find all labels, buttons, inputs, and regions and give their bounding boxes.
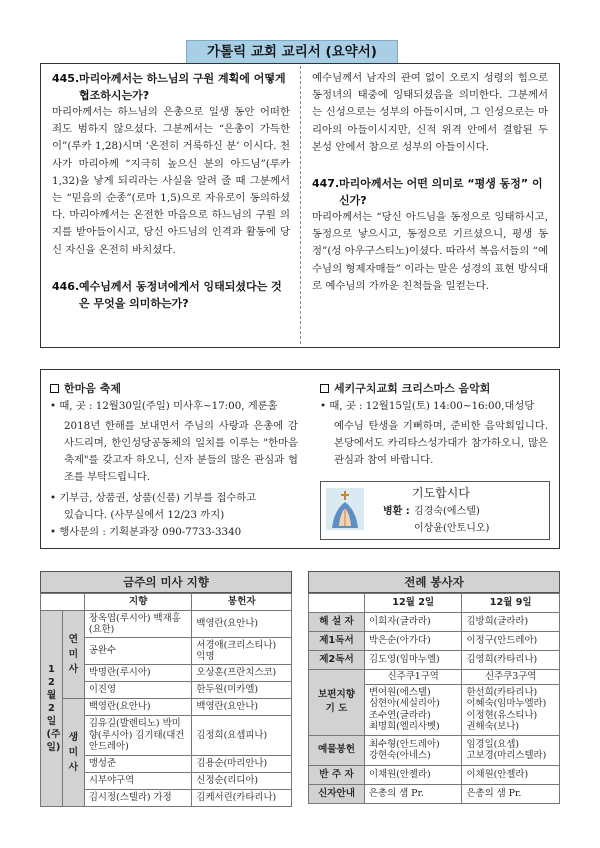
mass-intention-table — [40, 571, 292, 807]
offerer-cell: 한두원(미카엘) — [192, 682, 292, 699]
district-head-2: 신주쿠3구역 — [462, 670, 560, 685]
answer-445: 마리아께서는 하느님의 은총으로 일생 동안 어떠한 죄도 범하지 않으셨다. 그분께서는 “은총이 가득한 이”(루카 1,28)시며 ‘온전히 거룩하신 분’ 이시다. 천사가 마리아께 “지극히 높으신 분의 아드님”(루카 1,32)을 낳게 되리라는 사실을 알려 줄 때 그분께서는 “믿음의 순종”(로마 1,5)으로 자유로이 동의하셨다. 마리아께서는 온전한 마음으로 하느님의 구원 의지를 받아들이시고, 당신 아드님의 인격과 활동에 당신 자신을 온전히 바치셨다. — [52, 106, 290, 256]
intent-cell: 장옥엽(루시아) 백재홍(요한) — [84, 611, 192, 638]
checkbox-square-icon — [50, 384, 59, 393]
intent-cell: 시부야구역 — [84, 773, 192, 790]
group-label-living: 생미사 — [62, 699, 84, 807]
catechism-right-column — [312, 70, 548, 295]
catechism-title: 가톨릭 교회 교리서 (요약서) — [186, 40, 398, 64]
concert-body: 예수님 탄생을 기뻐하며, 준비한 음악회입니다. 본당에서도 카리타스성가대가 참가하오니, 많은 관심과 참여 바랍니다. — [334, 420, 548, 466]
intent-cell: 맹성준 — [84, 756, 192, 773]
concert-when: • 때, 곳 : 12월15일(토) 14:00~16:00,대성당 — [320, 400, 535, 412]
prayer-name-1: 김경숙(에스텔) — [414, 506, 480, 517]
question-445: 445.마리아께서는 하느님의 구원 계획에 어떻게 협조하시는가? — [52, 72, 286, 102]
notice-festival — [50, 380, 302, 541]
festival-inquiry: • 행사문의 : 기획분과장 090-7733-3340 — [50, 526, 242, 538]
intent-cell: 박명란(루시아) — [84, 665, 192, 682]
festival-title: 한마음 축제 — [50, 380, 302, 397]
server-cell: 한선희(카타리나) 이혜숙(임마누엘라) 이정현(유스티나) 권해숙(보나) — [462, 684, 560, 735]
server-cell: 은총의 샘 Pr. — [364, 784, 462, 803]
liturgy-servers-table — [308, 571, 560, 804]
server-cell: 변여원(에스텔) 심현아(세실리아) 조수연(글라라) 최명희(엘리사벳) — [364, 684, 462, 735]
festival-when: • 때, 곳 : 12월30일(주일) 미사후~17:00, 게룬홀 — [50, 400, 278, 412]
answer-446: 예수님께서 남자의 관여 없이 오로지 성령의 힘으로 동정녀의 태중에 잉태되셨음을 의미한다. 그분께서는 신성으로는 성부의 아들이시며, 그 인성으로는 마리아의 아들이시지만, 신적 위격 안에서 결합된 두 본성 안에서 참으로 성부의 아들이시다. — [312, 72, 548, 153]
offerer-cell: 백영란(요안나) — [192, 699, 292, 716]
role-offertory-gifts: 예물봉헌 — [309, 735, 365, 765]
intent-cell: 공완수 — [84, 638, 192, 665]
offerer-cell: 김케서린(카타리나) — [192, 790, 292, 807]
offerer-cell: 신정순(리디아) — [192, 773, 292, 790]
server-cell: 이희자(글라라) — [364, 613, 462, 632]
catechism-left-column — [52, 70, 290, 312]
role-second-reading: 제2독서 — [309, 651, 365, 670]
offerer-cell: 오상훈(프란치스코) — [192, 665, 292, 682]
offerer-cell: 백영란(요안나) — [192, 611, 292, 638]
col-header-date-1: 12월 2일 — [364, 594, 462, 613]
festival-donation: • 기부금, 상품권, 상품(신품) 기부를 접수하고 — [50, 492, 257, 504]
corner-cell — [41, 594, 85, 611]
intent-cell: 김시정(스텔라) 가정 — [84, 790, 192, 807]
server-cell: 김영희(카타리나) — [462, 651, 560, 670]
group-label-requiem: 연미사 — [62, 611, 84, 699]
question-447: 447.마리아께서는 어떤 의미로 “평생 동정” 이신가? — [312, 177, 543, 208]
concert-title: 세키구치교회 크리스마스 음악회 — [320, 380, 552, 397]
checkbox-square-icon — [320, 384, 329, 393]
role-accompanist: 반 주 자 — [309, 765, 365, 784]
prayer-name-2: 이상윤(안토니오) — [414, 523, 490, 534]
server-cell: 김방희(글라라) — [462, 613, 560, 632]
role-intercessions: 보편지향 기 도 — [309, 670, 365, 736]
praying-hands-icon — [326, 488, 364, 530]
server-cell: 최수형(안드레아) 강현숙(아네스) — [364, 735, 462, 765]
prayer-label-illness: 병환 : — [383, 506, 410, 517]
offerer-cell: 김용순(마리안나) — [192, 756, 292, 773]
role-first-reading: 제1독서 — [309, 632, 365, 651]
server-cell: 은총의 샘 Pr. — [462, 784, 560, 803]
intent-cell: 백영란(요안나) — [84, 699, 192, 716]
server-cell: 임경일(요셉) 고보경(마리스텔라) — [462, 735, 560, 765]
intent-cell: 김유길(발렌티노) 박미향(루시아) 김기태(대건안드레아) — [84, 716, 192, 756]
answer-447: 마리아께서는 “당신 아드님을 동정으로 잉태하시고, 동정으로 낳으시고, 동정으로 기르셨으니, 평생 동정”(성 아우구스티노)이셨다. 따라서 복음서들의 “예수님의 형제자매들” 이라는 말은 성경의 표현 방식대로 예수님의 가까운 친척들을 일컫는다. — [312, 211, 548, 292]
liturgy-servers-title: 전례 봉사자 — [308, 571, 560, 593]
server-cell: 박은순(아가다) — [364, 632, 462, 651]
offerer-cell: 김정희(요셉피나) — [192, 716, 292, 756]
col-header-offerer: 봉헌자 — [192, 594, 292, 611]
festival-body: 2018년 한해를 보내면서 주님의 사랑과 은총에 감사드리며, 한인성당공동체의 일치를 이루는 "한마음 축제"를 갖고자 하오니, 신자 분들의 많은 관심과 협조를 부탁드립니다. — [64, 420, 298, 483]
district-head-1: 신주쿠1구역 — [364, 670, 462, 685]
server-cell: 이채원(안젤라) — [462, 765, 560, 784]
server-cell: 이정구(안드레아) — [462, 632, 560, 651]
server-cell: 김도영(임마누엘) — [364, 651, 462, 670]
col-header-intent: 지향 — [84, 594, 192, 611]
mass-date-label: 12월2일(주일) — [41, 611, 63, 807]
intent-cell: 이진영 — [84, 682, 192, 699]
question-446: 446.예수님께서 동정녀에게서 잉태되셨다는 것은 무엇을 의미하는가? — [52, 279, 282, 310]
offerer-cell: 서경애(크리스티나) 익명 — [192, 638, 292, 665]
catechism-column-divider — [300, 66, 301, 344]
server-cell: 이채원(안젤라) — [364, 765, 462, 784]
festival-donation-note: 있습니다. (사무실에서 12/23 까지) — [64, 509, 225, 521]
mass-intention-title: 금주의 미사 지향 — [40, 571, 292, 593]
role-commentator: 해 설 자 — [309, 613, 365, 632]
notice-concert — [320, 380, 552, 469]
col-header-date-2: 12월 9일 — [462, 594, 560, 613]
role-usher: 신자안내 — [309, 784, 365, 803]
prayer-title: 기도합시다 — [412, 486, 470, 500]
corner-cell — [309, 594, 365, 613]
